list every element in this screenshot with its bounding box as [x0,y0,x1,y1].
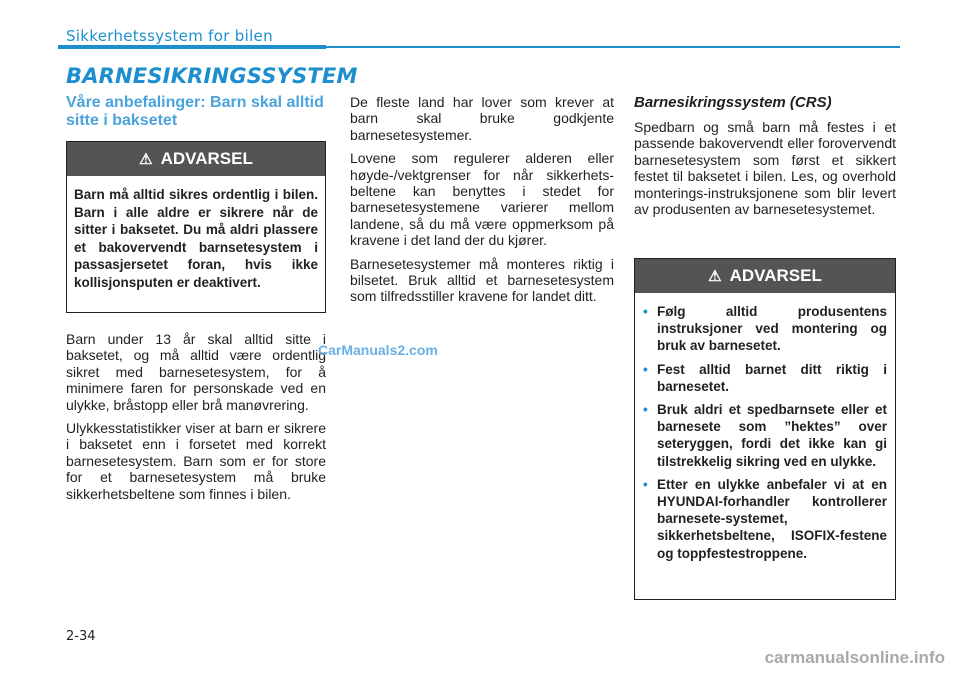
warning-item: • Fest alltid barnet ditt riktig i barnesetet. [643,361,887,394]
paragraph: Barn under 13 år skal alltid sitte i baksetet, og må alltid være ordentlig sikret med barnesetesystem, for å minimere faren for personskade ved en ulykke, bråstopp eller brå manøvrering. [66,331,326,413]
watermark-footer[interactable]: carmanualsonline.info [764,648,945,667]
bullet-icon: • [643,402,648,418]
warning-text-1: Barn må alltid sikres ordentlig i bilen. Barn i alle aldre er sikrere når de sitter i baksetet. Du må aldri plassere et bakovervendt barnsetesystem i passasjersetet foran, hvis ikke kollisjonsputen er deaktivert. [74,187,318,290]
chapter-title: Sikkerhetssystem for bilen [66,27,273,45]
warning-box-2 [634,258,896,600]
watermark-link[interactable]: CarManuals2.com [318,342,438,358]
paragraph: De fleste land har lover som krever at barn skal bruke godkjente barnesetesystemer. [350,94,614,143]
column-1-text [66,331,326,509]
bullet-icon: • [643,476,648,492]
subheading: Våre anbefalinger: Barn skal alltid sitte i baksetet [66,94,324,129]
page-number: 2-34 [66,629,96,644]
paragraph: Lovene som regulerer alderen eller høyde-/vektgrenser for når sikkerhets-beltene kan benyttes i stedet for barnesetesystemene varierer mellom landene, så du må være oppmerksom på kravene i det land der du kjører. [350,150,614,249]
warning-label-2: ADVARSEL [729,266,822,285]
warning-header-2 [635,259,895,293]
section-title: BARNESIKRINGSSYSTEM [66,64,358,88]
warning-item: • Bruk aldri et spedbarnsete eller et barnesete som ”hektes” over seteryggen, fordi det ikke kan gi tilstrekkelig sikring ved en ulykke. [643,402,887,469]
warning-list [635,293,895,562]
header-rule-thick [58,45,326,49]
bullet-icon: • [643,361,648,377]
warning-label-1: ADVARSEL [160,149,253,168]
crs-heading: Barnesikringssystem (CRS) [634,94,832,111]
paragraph: Barnesetesystemer må monteres riktig i bilsetet. Bruk alltid et barnesetesystem som tilfredsstiller kravene for landet ditt. [350,255,614,305]
header-rule-thin [326,46,900,48]
bullet-icon: • [643,304,648,319]
column-2-text [350,94,614,312]
warning-item: • Etter en ulykke anbefaler vi at en HYUNDAI-forhandler kontrollerer barnesete-systemet, sikkerhetsbeltene, ISOFIX-festene og toppfestestroppene. [643,476,887,561]
paragraph: Ulykkesstatistikker viser at barn er sikrere i baksetet enn i forsetet med korrekt barnesetesystem. Barn som er for store for et barnesetesystem må bruke sikkerhetsbeltene som finnes i bilen. [66,420,326,502]
warning-box-1 [66,141,326,313]
warning-triangle-icon: ⚠ [139,151,153,168]
warning-item: • Følg alltid produsentens instruksjoner ved montering og bruk av barnesetet. [643,304,887,354]
warning-header-1 [67,142,325,176]
warning-triangle-icon: ⚠ [708,268,722,285]
paragraph: Spedbarn og små barn må festes i et passende bakovervendt eller forovervendt barnesetesystem som først et sikkert festet til baksetet i bilen. Les, og overhold monterings-instruksjonene som blir levert av produsenten av barnesetesystemet. [634,119,896,218]
column-3-text [634,119,896,224]
